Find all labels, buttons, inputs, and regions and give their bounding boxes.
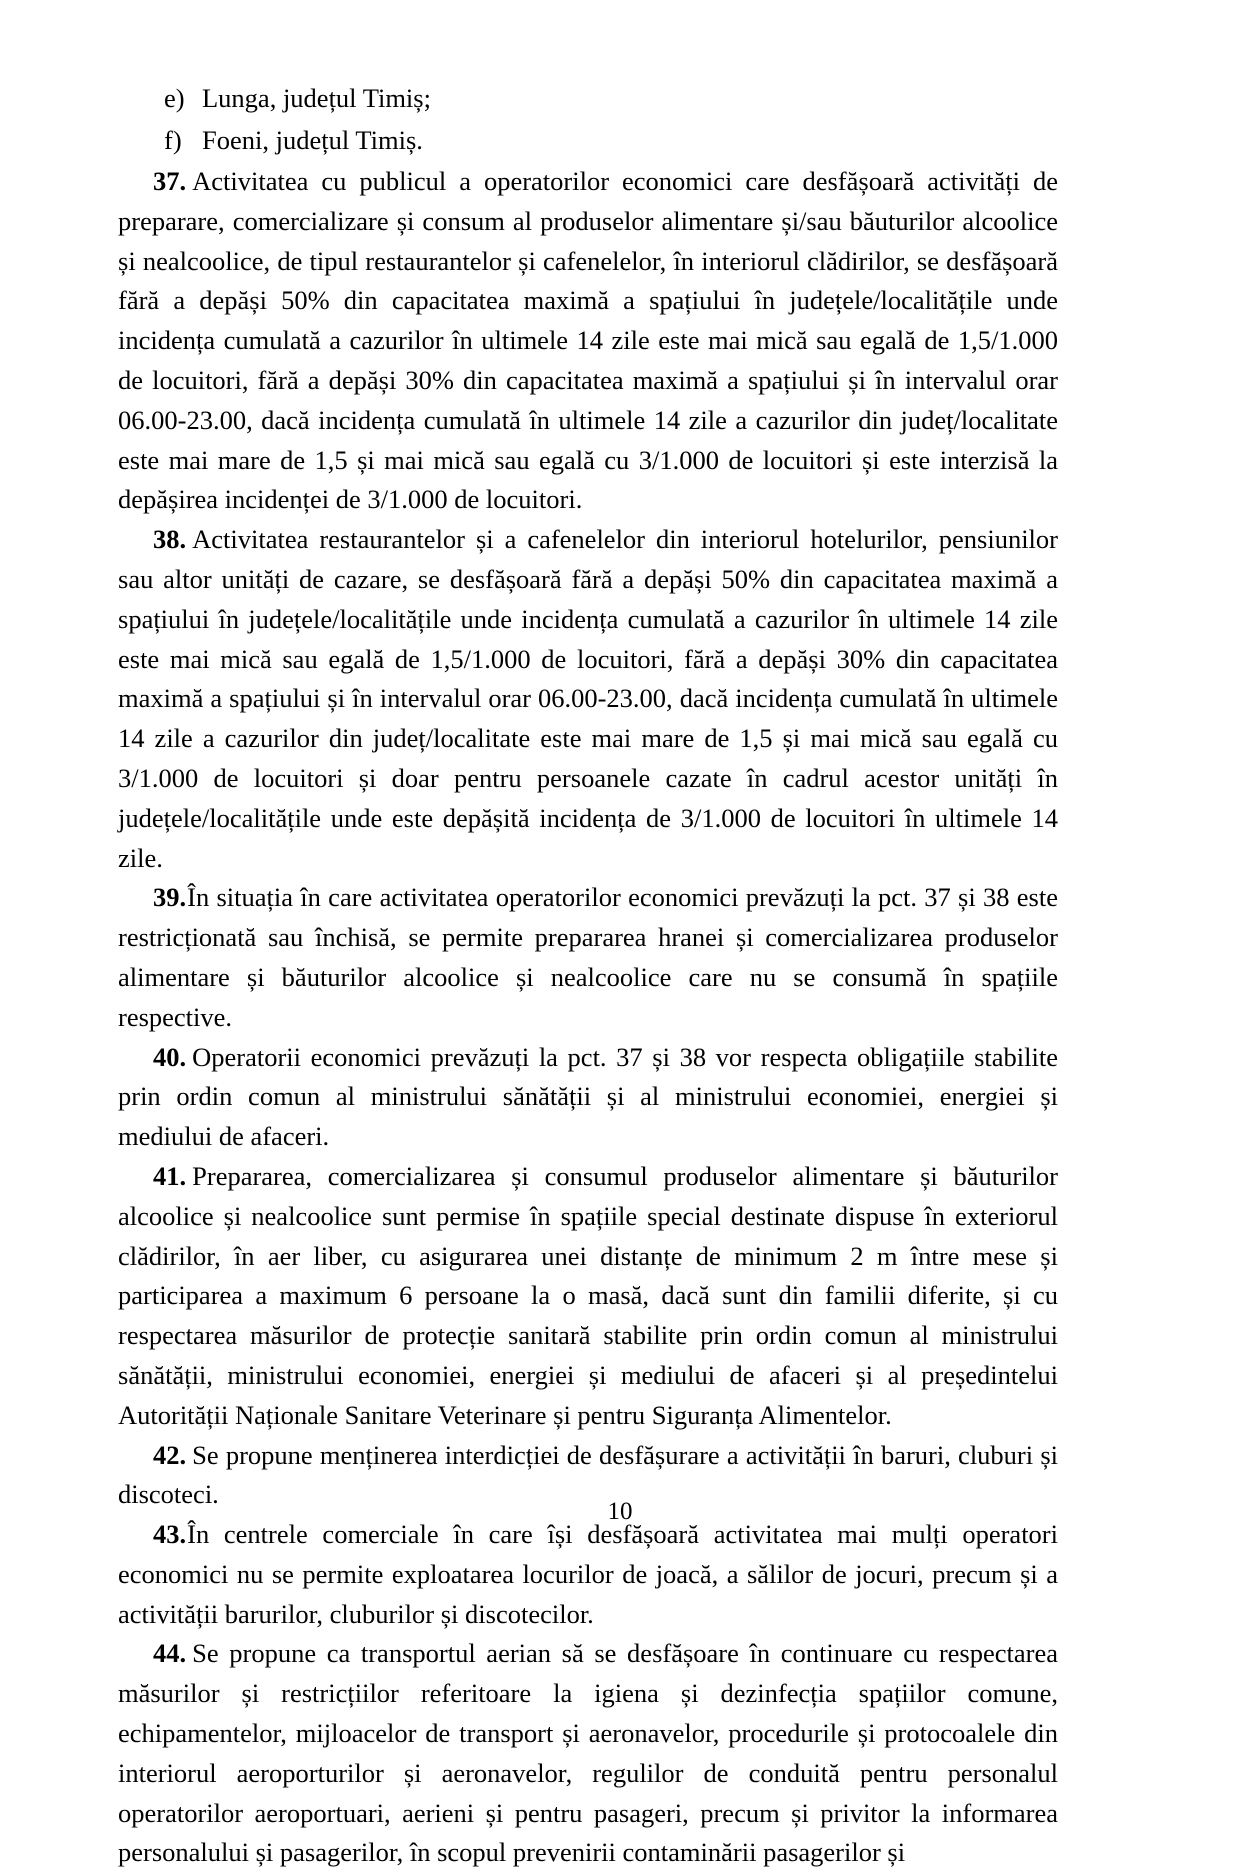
- lettered-sublist: [118, 78, 1058, 160]
- paragraph-text: Operatorii economici prevăzuți la pct. 37 și 38 vor respecta obligațiile stabilite prin ordin comun al ministrului sănătății și al ministrului economiei, energiei și mediului de afaceri.: [118, 1041, 1058, 1152]
- list-item-marker: f): [164, 125, 182, 155]
- numbered-paragraph-39: [118, 878, 1058, 1037]
- paragraph-text: Prepararea, comercializarea și consumul produselor alimentare și băuturilor alcoolice și nealcoolice sunt permise în spațiile special destinate dispuse în exteriorul clădirilor, în aer liber, cu asigurarea unei distanțe de minimum 2 m între mese și participarea a maximum 6 persoane la o masă, dacă sunt din familii diferite, și cu respectarea măsurilor de protecție sanitară stabilite prin ordin comun al ministrului sănătății, ministrului economiei, energiei și mediului de afaceri și al președintelui Autorității Naționale Sanitare Veterinare și pentru Siguranța Alimentelor.: [118, 1160, 1058, 1430]
- list-item: [118, 78, 1058, 118]
- list-item: [118, 120, 1058, 160]
- paragraph-text: Se propune ca transportul aerian să se desfășoare în continuare cu respectarea măsurilor și restricțiilor referitoare la igiena și dezinfecția spațiilor comune, echipamentelor, mijloacelor de transport și aeronavelor, procedurile și protocoalele din interiorul aeroporturilor și aeronavelor, regulilor de conduită pentru personalul operatorilor aeroportuari, aerieni și pentru pasageri, precum și privitor la informarea personalului și pasagerilor, în scopul prevenirii contaminării pasagerilor și: [118, 1638, 1058, 1868]
- paragraph-text: În situația în care activitatea operatorilor economici prevăzuți la pct. 37 și 38 este restricționată sau închisă, se permite prepararea hranei și comercializarea produselor alimentare și băuturilor alcoolice și nealcoolice care nu se consumă în spațiile respective.: [118, 882, 1058, 1032]
- paragraph-text: Se propune menținerea interdicției de desfășurare a activității în baruri, cluburi și discoteci.: [118, 1439, 1058, 1510]
- numbered-paragraph-37: [118, 162, 1058, 520]
- paragraph-number: 38.: [153, 524, 187, 555]
- numbered-paragraph-43: [118, 1515, 1058, 1634]
- paragraph-text: Activitatea restaurantelor și a cafenelelor din interiorul hotelurilor, pensiunilor sau altor unități de cazare, se desfășoară fără a depăși 50% din capacitatea maximă a spațiului în județele/localitățile unde incidența cumulată a cazurilor în ultimele 14 zile este mai mică sau egală de 1,5/1.000 de locuitori, fără a depăși 30% din capacitatea maximă a spațiului și în intervalul orar 06.00-23.00, dacă incidența cumulată în ultimele 14 zile a cazurilor din județ/localitate este mai mare de 1,5 și mai mică sau egală cu 3/1.000 de locuitori și doar pentru persoanele cazate în cadrul acestor unități în județele/localitățile unde este depășită incidența de 3/1.000 de locuitori în ultimele 14 zile.: [118, 524, 1058, 873]
- paragraph-number: 40.: [153, 1041, 187, 1072]
- numbered-paragraph-41: [118, 1157, 1058, 1436]
- page-number: 10: [607, 1498, 633, 1525]
- paragraph-number: 41.: [153, 1160, 187, 1191]
- list-item-label: Lunga, județul Timiș;: [202, 83, 431, 113]
- paragraph-number: 39.: [153, 882, 187, 913]
- paragraph-number: 42.: [153, 1439, 187, 1470]
- paragraph-number: 43.: [153, 1519, 187, 1550]
- list-item-label: Foeni, județul Timiș.: [202, 125, 423, 155]
- list-item-marker: e): [164, 83, 185, 113]
- paragraph-text: Activitatea cu publicul a operatorilor economici care desfășoară activități de preparare, comercializare și consum al produselor alimentare și/sau băuturilor alcoolice și nealcoolice, de tipul restaurantelor și cafenelelor, în interiorul clădirilor, se desfășoară fără a depăși 50% din capacitatea maximă a spațiului în județele/localitățile unde incidența cumulată a cazurilor în ultimele 14 zile este mai mică sau egală de 1,5/1.000 de locuitori, fără a depăși 30% din capacitatea maximă a spațiului și în intervalul orar 06.00-23.00, dacă incidența cumulată în ultimele 14 zile a cazurilor din județ/localitate este mai mare de 1,5 și mai mică sau egală cu 3/1.000 de locuitori și este interzisă la depășirea incidenței de 3/1.000 de locuitori.: [118, 166, 1058, 515]
- page-body: [118, 78, 1058, 1873]
- numbered-paragraph-38: [118, 520, 1058, 878]
- paragraph-number: 44.: [153, 1638, 187, 1669]
- paragraph-number: 37.: [153, 166, 187, 196]
- numbered-paragraph-40: [118, 1038, 1058, 1157]
- paragraph-text: În centrele comerciale în care își desfășoară activitatea mai mulți operatori economici nu se permite exploatarea locurilor de joacă, a sălilor de jocuri, precum și a activității barurilor, cluburilor și discotecilor.: [118, 1519, 1058, 1629]
